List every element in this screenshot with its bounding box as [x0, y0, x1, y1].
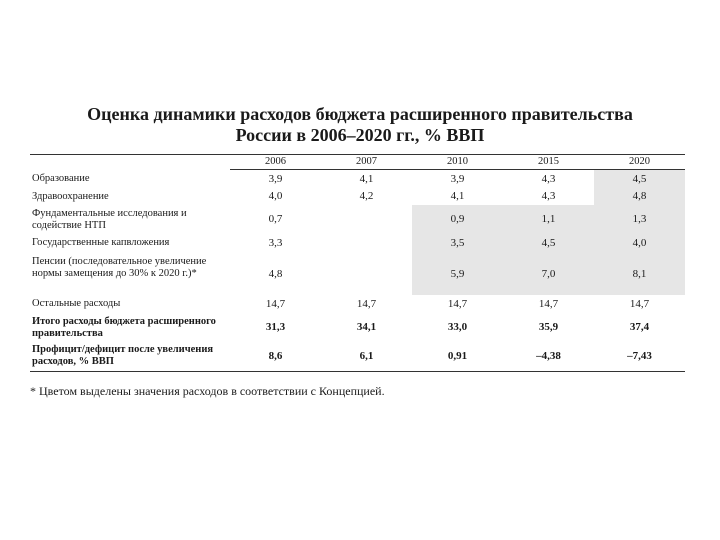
value-cell: 1,3 — [594, 205, 685, 234]
value-cell: 4,0 — [268, 190, 283, 202]
budget-expenditure-table — [30, 154, 685, 372]
value-cell: 4,1 — [450, 190, 465, 202]
value-cell: 4,3 — [541, 190, 556, 202]
title-line-1: Оценка динамики расходов бюджета расширенного правительства — [87, 104, 633, 124]
value-cell — [321, 205, 412, 234]
value-cell: 14,7 — [629, 297, 650, 310]
row-label: Фундаментальные исследования и содействие НТП — [32, 207, 187, 231]
value-cell: 5,9 — [412, 253, 503, 295]
table-row — [30, 205, 685, 234]
row-label: Пенсии (последовательное увеличение нормы замещения до 30% к 2020 г.)* — [32, 255, 207, 279]
value-cell: –4,38 — [503, 341, 594, 372]
value-cell: 14,7 — [538, 297, 559, 310]
year-header: 2006 — [230, 155, 321, 170]
value-cell — [321, 234, 412, 253]
table-row — [30, 234, 685, 253]
table-title — [30, 104, 690, 146]
value-cell: 8,6 — [230, 341, 321, 372]
table-row — [30, 295, 685, 313]
header-empty-cell — [30, 155, 230, 170]
value-cell: 8,1 — [594, 253, 685, 295]
row-label: Государственные капвложения — [32, 236, 170, 248]
value-cell: 4,3 — [541, 172, 556, 185]
value-cell: 7,0 — [503, 253, 594, 295]
value-cell: 4,8 — [268, 267, 283, 280]
value-cell: 4,8 — [594, 188, 685, 205]
value-cell: 4,0 — [594, 234, 685, 253]
footnote: * Цветом выделены значения расходов в соответствии с Концепцией. — [30, 384, 385, 398]
year-header: 2010 — [412, 155, 503, 170]
year-header: 2020 — [594, 155, 685, 170]
value-cell: 14,7 — [265, 297, 286, 310]
year-header: 2007 — [321, 155, 412, 170]
title-line-2: России в 2006–2020 гг., % ВВП — [235, 125, 485, 145]
value-cell: 33,0 — [447, 320, 468, 333]
value-cell: 6,1 — [321, 341, 412, 372]
row-label: Здравоохранение — [32, 190, 109, 202]
value-cell: 4,1 — [359, 172, 374, 185]
year-header: 2015 — [503, 155, 594, 170]
table-row — [30, 313, 685, 341]
table-row — [30, 341, 685, 372]
value-cell — [321, 253, 412, 295]
value-cell: 35,9 — [538, 320, 559, 333]
row-label: Профицит/дефицит после увеличения расходов, % ВВП — [30, 341, 230, 372]
table-row — [30, 253, 685, 295]
value-cell: 34,1 — [356, 320, 377, 333]
row-label: Итого расходы бюджета расширенного правительства — [32, 315, 216, 339]
value-cell: 3,3 — [268, 237, 283, 249]
value-cell: 0,9 — [412, 205, 503, 234]
row-label: Образование — [32, 172, 90, 184]
value-cell: 3,9 — [450, 172, 465, 185]
value-cell: 14,7 — [447, 297, 468, 310]
value-cell: 0,7 — [268, 213, 283, 225]
value-cell: 4,5 — [594, 170, 685, 188]
value-cell: 4,2 — [359, 190, 374, 202]
value-cell: 4,5 — [503, 234, 594, 253]
value-cell: 3,9 — [268, 172, 283, 185]
value-cell: 1,1 — [503, 205, 594, 234]
table-header-row — [30, 155, 685, 170]
value-cell: 3,5 — [412, 234, 503, 253]
value-cell: 37,4 — [629, 320, 650, 333]
value-cell: 14,7 — [356, 297, 377, 310]
row-label: Остальные расходы — [32, 297, 121, 309]
table-row — [30, 170, 685, 188]
value-cell: –7,43 — [594, 341, 685, 372]
table-row — [30, 188, 685, 205]
value-cell: 0,91 — [412, 341, 503, 372]
value-cell: 31,3 — [265, 320, 286, 333]
